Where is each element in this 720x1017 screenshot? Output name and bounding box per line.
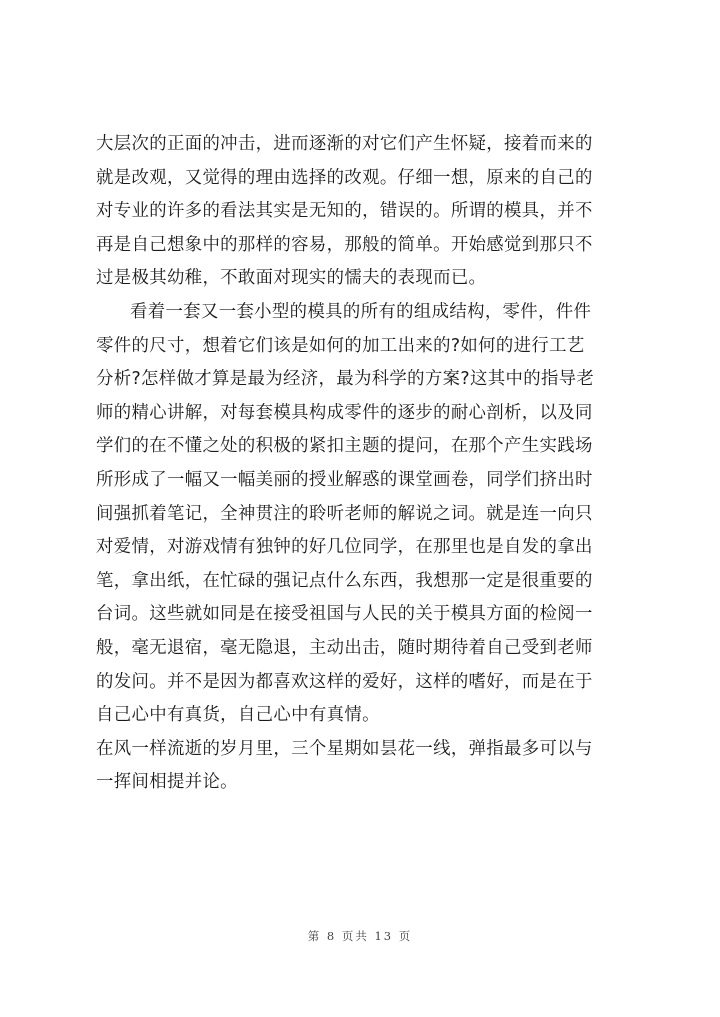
body-text: [96, 128, 636, 800]
text-line: 对专业的许多的看法其实是无知的，错误的。所谓的模具，并不: [96, 201, 593, 222]
text-line: 一挥间相提并论。: [96, 772, 238, 793]
text-line: 对爱情，对游戏情有独钟的好几位同学，在那里也是自发的拿出: [96, 537, 593, 558]
text-line: 间强抓着笔记，全神贯注的聆听老师的解说之词。就是连一向只: [96, 503, 593, 524]
text-line: 所形成了一幅又一幅美丽的授业解惑的课堂画卷，同学们挤出时: [96, 469, 593, 490]
text-line: 大层次的正面的冲击，进而逐渐的对它们产生怀疑，接着而来的: [96, 134, 593, 154]
text-line: 台词。这些就如同是在接受祖国与人民的关于模具方面的检阅一: [96, 604, 593, 625]
text-line: 的发问。并不是因为都喜欢这样的爱好，这样的嗜好，而是在于: [96, 671, 593, 692]
text-line: 零件的尺寸，想着它们该是如何的加工出来的?如何的进行工艺: [96, 335, 585, 356]
text-line: 就是改观，又觉得的理由选择的改观。仔细一想，原来的自己的: [96, 167, 593, 188]
text-line: 再是自己想象中的那样的容易，那般的简单。开始感觉到那只不: [96, 234, 593, 255]
text-line: 般，毫无退宿，毫无隐退，主动出击，随时期待着自己受到老师: [96, 637, 593, 658]
text-line: 分析?怎样做才算是最为经济，最为科学的方案?这其中的指导老: [96, 369, 595, 390]
text-line: 过是极其幼稚，不敢面对现实的懦夫的表现而已。: [96, 268, 487, 289]
text-line: 师的精心讲解，对每套模具构成零件的逐步的耐心剖析，以及同: [96, 402, 593, 423]
text-line: 学们的在不懂之处的积极的紧扣主题的提问，在那个产生实践场: [96, 436, 593, 457]
text-line: 笔，拿出纸，在忙碌的强记点什么东西，我想那一定是很重要的: [96, 570, 593, 591]
text-line: 自己心中有真货，自己心中有真情。: [96, 705, 380, 726]
page-number-footer: 第 8 页共 13 页: [307, 929, 413, 943]
text-line: 在风一样流逝的岁月里，三个星期如昙花一线，弹指最多可以与: [96, 738, 593, 759]
text-line: 看着一套又一套小型的模具的所有的组成结构，零件，件件: [130, 301, 592, 322]
